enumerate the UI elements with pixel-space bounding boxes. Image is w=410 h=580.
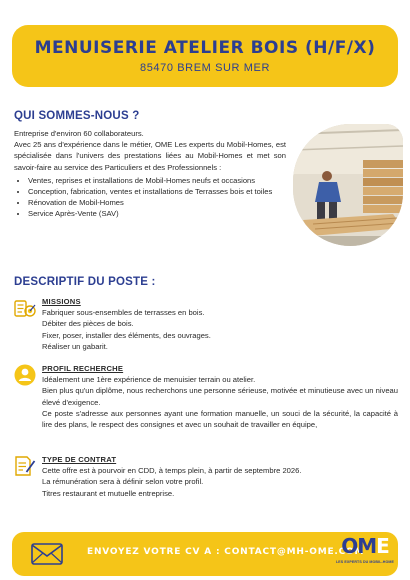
workshop-illustration <box>293 124 403 246</box>
about-intro: Entreprise d'environ 60 collaborateurs. <box>14 129 144 138</box>
profile-line: Ce poste s'adresse aux personnes ayant une formation manuelle, un souci de la sécurité, la capacité à lire des plans, le respect des consignes et avec un souhait de travailler en équipe, <box>42 408 398 430</box>
service-item: • Ventes, reprises et installations de Mobil-Homes neufs et occasions <box>28 175 286 186</box>
ome-logo <box>335 535 395 573</box>
about-heading: QUI SOMMES-NOUS ? <box>14 110 140 122</box>
missions-line: Fabriquer sous-ensembles de terrasses en bois. <box>42 308 205 318</box>
contract-line: Cette offre est à pourvoir en CDD, à temps plein, à partir de septembre 2026. <box>42 466 302 476</box>
missions-title: MISSIONS <box>42 297 81 306</box>
job-location: 85470 BREM SUR MER <box>139 62 270 74</box>
workshop-photo <box>293 124 403 246</box>
document-pen-icon <box>14 455 36 477</box>
logo-wordmark <box>335 535 395 557</box>
person-icon <box>14 364 36 386</box>
service-item: • Conception, fabrication, ventes et installations de Terrasses bois et toiles <box>28 186 286 197</box>
profile-line: Bien plus qu'un diplôme, nous recherchons une personne sérieuse, motivée et minutieuse avec un niveau élevé d'exigence. <box>42 386 398 407</box>
footer-banner <box>12 532 398 576</box>
contact-cta[interactable]: ENVOYEZ VOTRE CV A : CONTACT@MH-OME.COM <box>87 547 365 557</box>
header-banner <box>12 25 398 87</box>
profile-line: Idéalement une 1ère expérience de menuisier terrain ou atelier. <box>42 375 256 385</box>
envelope-icon <box>30 540 66 568</box>
logo-letters: OM <box>341 534 377 558</box>
missions-line: Réaliser un gabarit. <box>42 341 108 351</box>
about-section <box>14 128 286 220</box>
contract-line: Titres restaurant et mutuelle entreprise. <box>42 488 175 498</box>
job-heading: DESCRIPTIF DU POSTE : <box>14 276 156 288</box>
logo-tagline: LES EXPERTS DU MOBIL-HOME <box>335 560 394 564</box>
about-description: Avec 25 ans d'expérience dans le métier, OME Les experts du Mobil-Homes, est spécialisée dans l'univers des prestations liées au Mobil-Homes et met son savoir-faire au service des Particuliers et des Professionnels : <box>14 140 286 172</box>
logo-letter-accent: E <box>376 534 389 558</box>
service-item: • Service Après-Vente (SAV) <box>28 208 286 219</box>
services-list <box>14 175 286 220</box>
missions-line: Débiter des pièces de bois. <box>42 319 134 329</box>
profile-block <box>42 363 398 430</box>
page-title: MENUISERIE ATELIER BOIS (H/F/X) <box>34 38 376 58</box>
contract-block <box>42 454 398 499</box>
contract-title: TYPE DE CONTRAT <box>42 455 117 464</box>
service-item: • Rénovation de Mobil-Homes <box>28 197 286 208</box>
profile-title: PROFIL RECHERCHE <box>42 364 124 373</box>
target-checklist-icon <box>14 298 36 320</box>
contract-line: La rémunération sera à définir selon votre profil. <box>42 477 204 487</box>
missions-block <box>42 296 398 352</box>
missions-line: Fixer, poser, installer des éléments, des ouvrages. <box>42 330 211 340</box>
